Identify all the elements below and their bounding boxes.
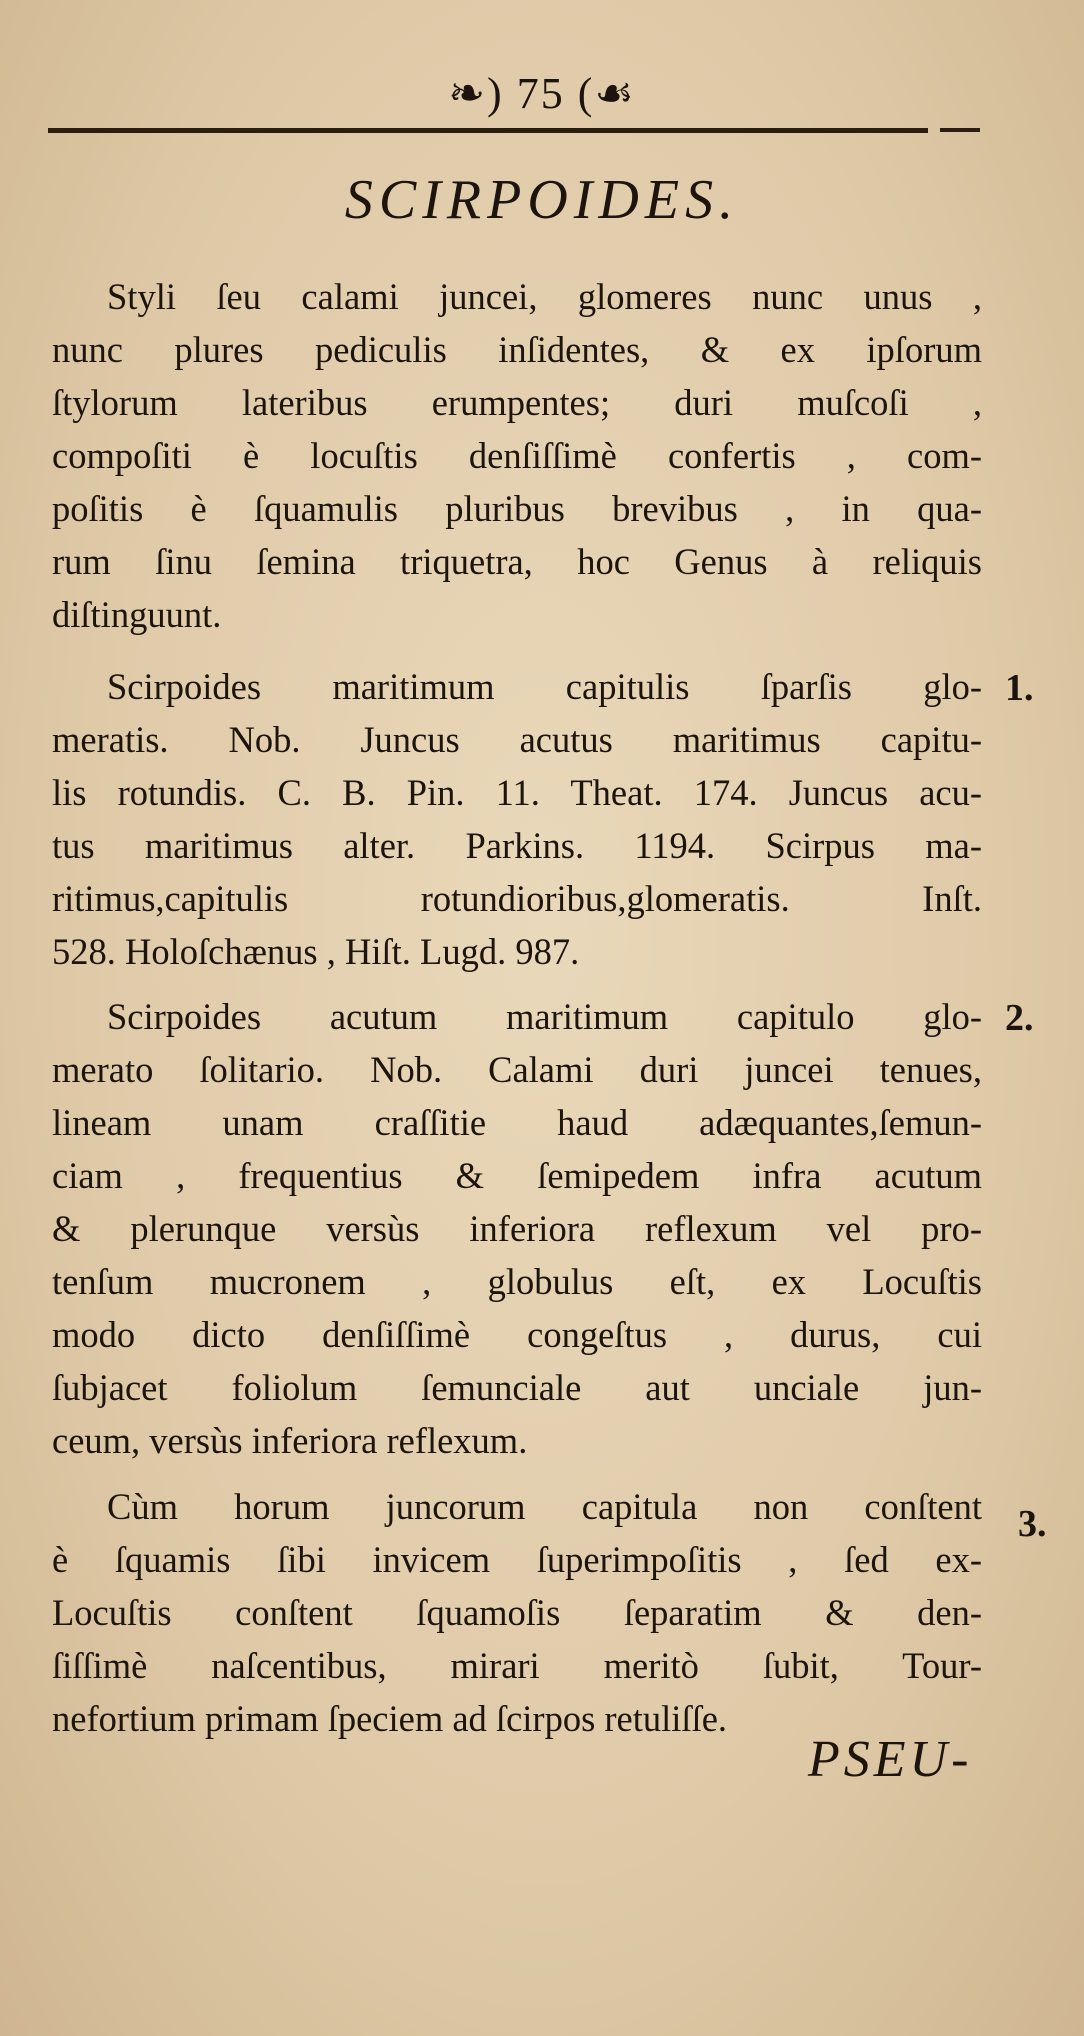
text-line: rum ſinu ſemina triquetra, hoc Genus à reliquis	[52, 541, 982, 582]
text-line: & plerunque versùs inferiora reflexum vel pro-	[52, 1208, 982, 1249]
species-number: 1.	[1005, 667, 1034, 709]
text-line: diſtinguunt.	[52, 594, 222, 635]
text-line: nefortium primam ſpeciem ad ſcirpos retuliſſe.	[52, 1698, 728, 1739]
catchword: PSEU-	[808, 1731, 973, 1788]
paragraph-intro	[52, 270, 982, 641]
text-line: nunc plures pediculis inſidentes, & ex ipſorum	[52, 329, 982, 370]
paragraph-species-2	[52, 990, 982, 1467]
header-rule	[48, 128, 928, 133]
text-line: Scirpoides acutum maritimum capitulo glo-	[107, 996, 982, 1037]
text-line: ceum, versùs inferiora reflexum.	[52, 1420, 528, 1461]
species-number: 3.	[1018, 1503, 1047, 1545]
text-line: lineam unam craſſitie haud adæquantes,ſemun-	[52, 1102, 982, 1143]
paragraph-species-1	[52, 660, 982, 978]
text-line: Styli ſeu calami juncei, glomeres nunc unus ,	[107, 276, 982, 317]
text-line: compoſiti è locuſtis denſiſſimè confertis , com-	[52, 435, 982, 476]
text-line: è ſquamis ſibi invicem ſuperimpoſitis , ſed ex-	[52, 1539, 982, 1580]
text-line: ſiſſimè naſcentibus, mirari meritò ſubit, Tour-	[52, 1645, 982, 1686]
text-line: Cùm horum juncorum capitula non conſtent	[107, 1486, 982, 1527]
text-line: tus maritimus alter. Parkins. 1194. Scirpus ma-	[52, 825, 982, 866]
section-title: SCIRPOIDES.	[344, 169, 740, 231]
text-line: 528. Holoſchænus , Hiſt. Lugd. 987.	[52, 931, 580, 972]
text-line: meratis. Nob. Juncus acutus maritimus capitu-	[52, 719, 982, 760]
paragraph-species-3	[52, 1480, 982, 1745]
text-line: merato ſolitario. Nob. Calami duri juncei tenues,	[52, 1049, 982, 1090]
text-line: lis rotundis. C. B. Pin. 11. Theat. 174. Juncus acu-	[52, 772, 982, 813]
text-line: poſitis è ſquamulis pluribus brevibus , in qua-	[52, 488, 982, 529]
header-rule-short	[940, 128, 980, 132]
text-line: modo dicto denſiſſimè congeſtus , durus, cui	[52, 1314, 982, 1355]
text-line: Scirpoides maritimum capitulis ſparſis glo-	[107, 666, 982, 707]
text-line: ſtylorum lateribus erumpentes; duri muſcoſi ,	[52, 382, 982, 423]
text-line: ciam , frequentius & ſemipedem infra acutum	[52, 1155, 982, 1196]
species-number: 2.	[1005, 997, 1034, 1039]
text-line: tenſum mucronem , globulus eſt, ex Locuſtis	[52, 1261, 982, 1302]
running-head-page-number: ❧) 75 (☙	[448, 69, 636, 118]
text-line: ritimus,capitulis rotundioribus,glomeratis. Inſt.	[52, 878, 982, 919]
text-line: Locuſtis conſtent ſquamoſis ſeparatim & den-	[52, 1592, 982, 1633]
text-line: ſubjacet foliolum ſemunciale aut unciale jun-	[52, 1367, 982, 1408]
